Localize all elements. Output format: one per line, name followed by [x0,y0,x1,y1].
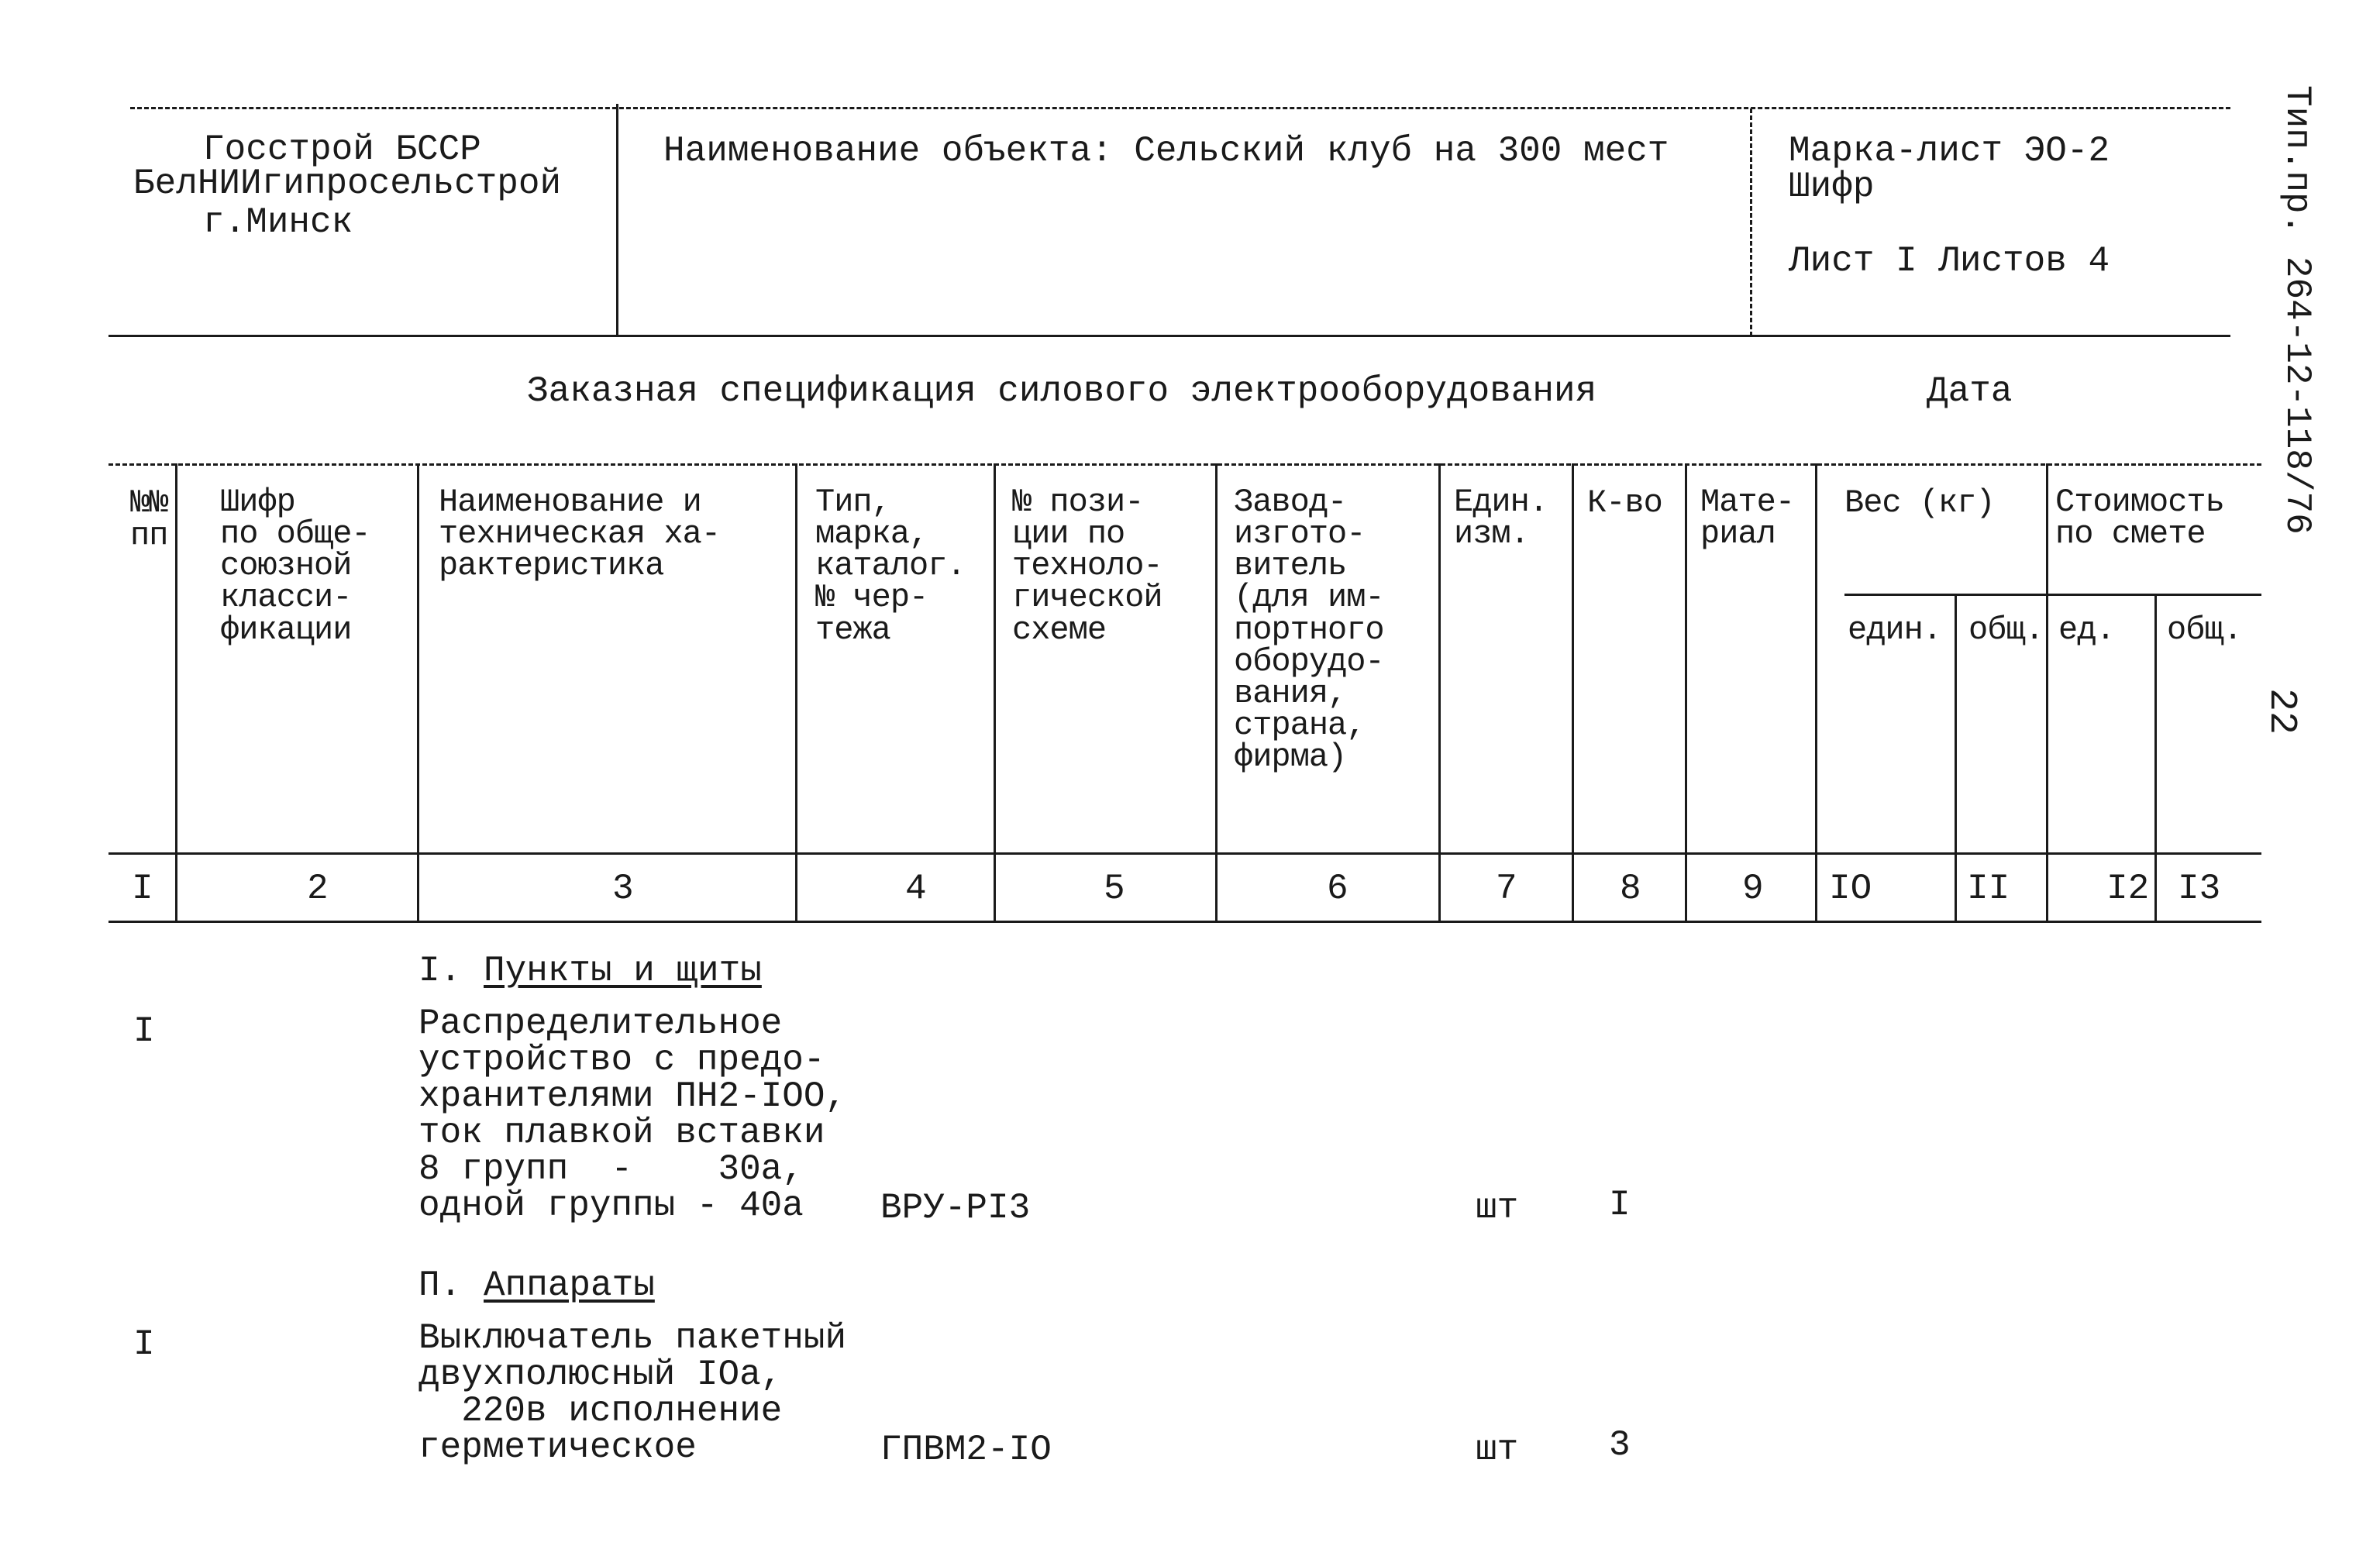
row-description: Выключатель пакетный двухполюсный IOа, 220в исполнение герметическое [418,1318,847,1468]
col-sep-2 [417,463,419,922]
row-number: I [133,1011,155,1052]
col-sep-8 [1685,463,1687,922]
stamp-divider-2 [1750,108,1752,336]
header-quantity: К-во [1587,484,1662,522]
cipher-label: Шифр [1789,167,1875,207]
header-num: №№ пп [130,484,168,554]
header-material: Мате- риал [1700,484,1795,553]
subheader-weight-unit: един. [1848,611,1942,649]
mark-sheet: Марка-лист ЭО-2 [1789,131,2110,171]
colnum-10: IO [1829,869,1872,909]
section-heading-number: П. [418,1265,462,1306]
col-sep-6 [1438,463,1441,922]
row-number: I [133,1324,155,1365]
col-sep-11 [2046,463,2048,922]
section-heading: Аппараты [484,1265,655,1306]
row-unit: шт [1476,1430,1519,1470]
col-sep-4 [994,463,996,922]
colnum-1: I [132,869,153,909]
org-line-1: Госстрой БССР [203,129,481,170]
colnum-7: 7 [1496,869,1517,909]
header-type: Тип, марка, каталог. № чер- тежа [815,484,966,649]
colnum-11: II [1967,869,2010,909]
subheader-cost-unit: ед. [2058,611,2115,649]
header-name: Наименование и техническая ха- рактеристика [439,484,721,585]
header-weight: Вес (кг) [1844,484,1995,522]
header-cost: Стоимость по смете [2055,484,2224,553]
col-sep-3 [795,463,797,922]
subheader-weight-total: общ. [1968,611,2044,649]
row-description: Распределительное устройство с предо- хранителями ПН2-IOO, ток плавкой вставки 8 групп - 30а, одной группы - 40а [418,1003,847,1226]
document-title: Заказная спецификация силового электрооборудования [527,371,1597,411]
col-sep-5 [1215,463,1218,922]
object-name: Наименование объекта: Сельский клуб на 300 мест [663,131,1669,171]
header-manufacturer: Завод- изгото- витель (для им- портного оборудо- вания, страна, фирма) [1234,484,1384,776]
table-numbers-bottom-rule [108,921,2261,923]
row-unit: шт [1476,1188,1519,1228]
colnum-5: 5 [1104,869,1125,909]
row-quantity: 3 [1609,1425,1631,1465]
col-sep-9 [1815,463,1817,922]
sheet-info: Лист I Листов 4 [1789,241,2110,281]
row-type: ВРУ-РI3 [880,1188,1031,1228]
colnum-12: I2 [2106,869,2150,909]
section-heading: Пункты и щиты [484,951,762,991]
colnum-3: 3 [612,869,634,909]
col-sep-7 [1572,463,1574,922]
date-label: Дата [1927,371,2013,411]
org-line-2: БелНИИгипросельстрой [133,164,562,204]
header-position: № пози- ции по техноло- гической схеме [1012,484,1162,649]
org-line-3: г.Минск [203,202,353,243]
colnum-8: 8 [1620,869,1641,909]
page-number: 22 [2259,688,2303,735]
table-top-rule [108,463,2261,466]
stamp-top-rule [130,107,2230,109]
colnum-9: 9 [1742,869,1764,909]
row-type: ГПВМ2-IO [880,1430,1052,1470]
project-code: Тип.пр. 264-12-118/76 [2277,85,2317,535]
col-sep-1 [175,463,177,922]
weight-cost-subrule [1844,594,2261,596]
col-sep-12 [2154,594,2157,922]
colnum-4: 4 [905,869,927,909]
subheader-cost-total: общ. [2167,611,2242,649]
colnum-13: I3 [2178,869,2221,909]
stamp-bottom-rule [108,335,2230,337]
header-cipher: Шифр по обще- союзной класси- фикации [220,484,370,649]
stamp-divider-1 [616,104,618,336]
header-unit: Един. изм. [1454,484,1548,553]
colnum-2: 2 [307,869,329,909]
section-heading-number: I. [418,951,462,991]
col-sep-10 [1955,594,1957,922]
colnum-6: 6 [1327,869,1348,909]
table-header-bottom-rule [108,852,2261,855]
row-quantity: I [1609,1185,1631,1225]
